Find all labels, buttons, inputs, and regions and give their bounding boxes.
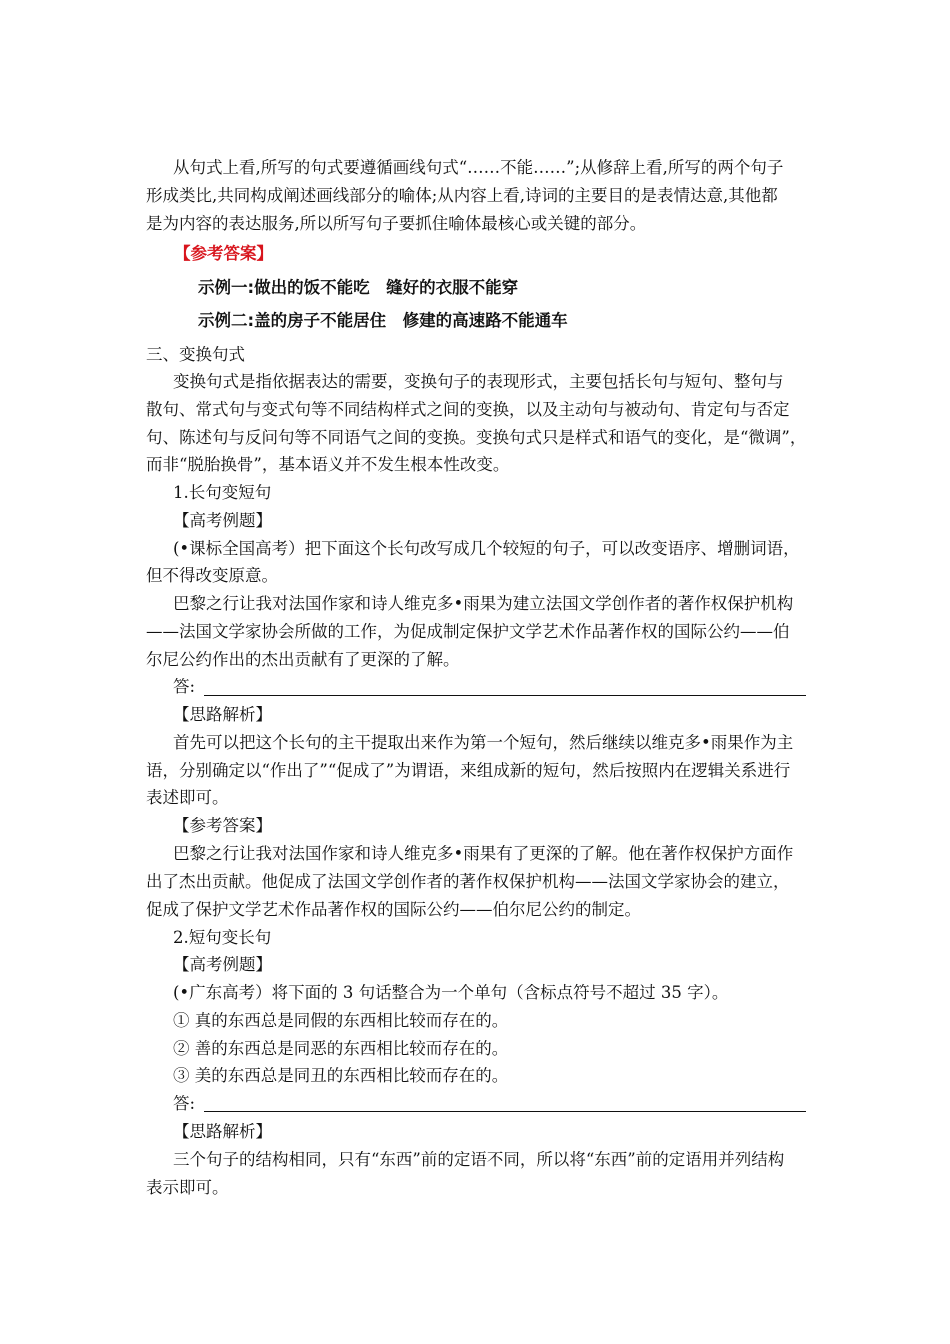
answer-line: 促成了保护文学艺术作品著作权的国际公约——伯尔尼公约的制定。 <box>146 900 641 919</box>
subsection-title: 1.长句变短句 <box>173 483 272 502</box>
paragraph-line: 句、陈述句与反问句等不同语气之间的变换。变换句式只是样式和语气的变化，是“微调”， <box>146 428 807 447</box>
analysis-line: 首先可以把这个长句的主干提取出来作为第一个短句，然后继续以维克多•雨果作为主 <box>173 733 794 752</box>
paragraph-line: 形成类比,共同构成阐述画线部分的喻体;从内容上看,诗词的主要目的是表情达意,其他都 <box>146 186 778 205</box>
example-answer: 示例二:盖的房子不能居住 修建的高速路不能通车 <box>198 311 568 330</box>
exam-example-heading: 【高考例题】 <box>173 511 272 530</box>
analysis-line: 表述即可。 <box>146 788 229 807</box>
question-line: (•广东高考）将下面的 3 句话整合为一个单句（含标点符号不超过 35 字）。 <box>173 983 729 1002</box>
analysis-line: 表示即可。 <box>146 1178 229 1197</box>
section-title: 三、变换句式 <box>146 345 245 364</box>
answer-label: 答: <box>173 677 196 696</box>
reference-answer-heading: 【参考答案】 <box>173 816 272 835</box>
paragraph-line: 散句、常式句与变式句等不同结构样式之间的变换，以及主动句与被动句、肯定句与否定 <box>146 400 790 419</box>
question-line: (•课标全国高考）把下面这个长句改写成几个较短的句子，可以改变语序、增删词语， <box>173 539 800 558</box>
answer-line: 出了杰出贡献。他促成了法国文学创作者的著作权保护机构——法国文学家协会的建立， <box>146 872 790 891</box>
answer-line: 巴黎之行让我对法国作家和诗人维克多•雨果有了更深的了解。他在著作权保护方面作 <box>173 844 794 863</box>
question-line: 但不得改变原意。 <box>146 566 278 585</box>
reference-answer-heading: 【参考答案】 <box>174 244 273 263</box>
analysis-heading: 【思路解析】 <box>173 705 272 724</box>
exam-example-heading: 【高考例题】 <box>173 955 272 974</box>
passage-line: 巴黎之行让我对法国作家和诗人维克多•雨果为建立法国文学创作者的著作权保护机构 <box>173 594 794 613</box>
answer-blank-line[interactable] <box>204 1111 806 1112</box>
answer-label: 答: <box>173 1094 196 1113</box>
paragraph-line: 从句式上看,所写的句式要遵循画线句式“……不能……”;从修辞上看,所写的两个句子 <box>173 158 784 177</box>
example-answer: 示例一:做出的饭不能吃 缝好的衣服不能穿 <box>198 278 519 297</box>
list-item: ② 善的东西总是同恶的东西相比较而存在的。 <box>173 1039 509 1058</box>
list-item: ③ 美的东西总是同丑的东西相比较而存在的。 <box>173 1066 509 1085</box>
subsection-title: 2.短句变长句 <box>173 928 272 947</box>
list-item: ① 真的东西总是同假的东西相比较而存在的。 <box>173 1011 509 1030</box>
analysis-line: 三个句子的结构相同，只有“东西”前的定语不同，所以将“东西”前的定语用并列结构 <box>173 1150 785 1169</box>
analysis-line: 语，分别确定以“作出了”“促成了”为谓语，来组成新的短句，然后按照内在逻辑关系进行 <box>146 761 791 780</box>
passage-line: 尔尼公约作出的杰出贡献有了更深的了解。 <box>146 650 460 669</box>
passage-line: ——法国文学家协会所做的工作，为促成制定保护文学艺术作品著作权的国际公约——伯 <box>146 622 790 641</box>
paragraph-line: 变换句式是指依据表达的需要，变换句子的表现形式，主要包括长句与短句、整句与 <box>173 372 784 391</box>
answer-blank-line[interactable] <box>204 695 806 696</box>
analysis-heading: 【思路解析】 <box>173 1122 272 1141</box>
paragraph-line: 而非“脱胎换骨”，基本语义并不发生根本性改变。 <box>146 455 510 474</box>
paragraph-line: 是为内容的表达服务,所以所写句子要抓住喻体最核心或关键的部分。 <box>146 214 647 233</box>
